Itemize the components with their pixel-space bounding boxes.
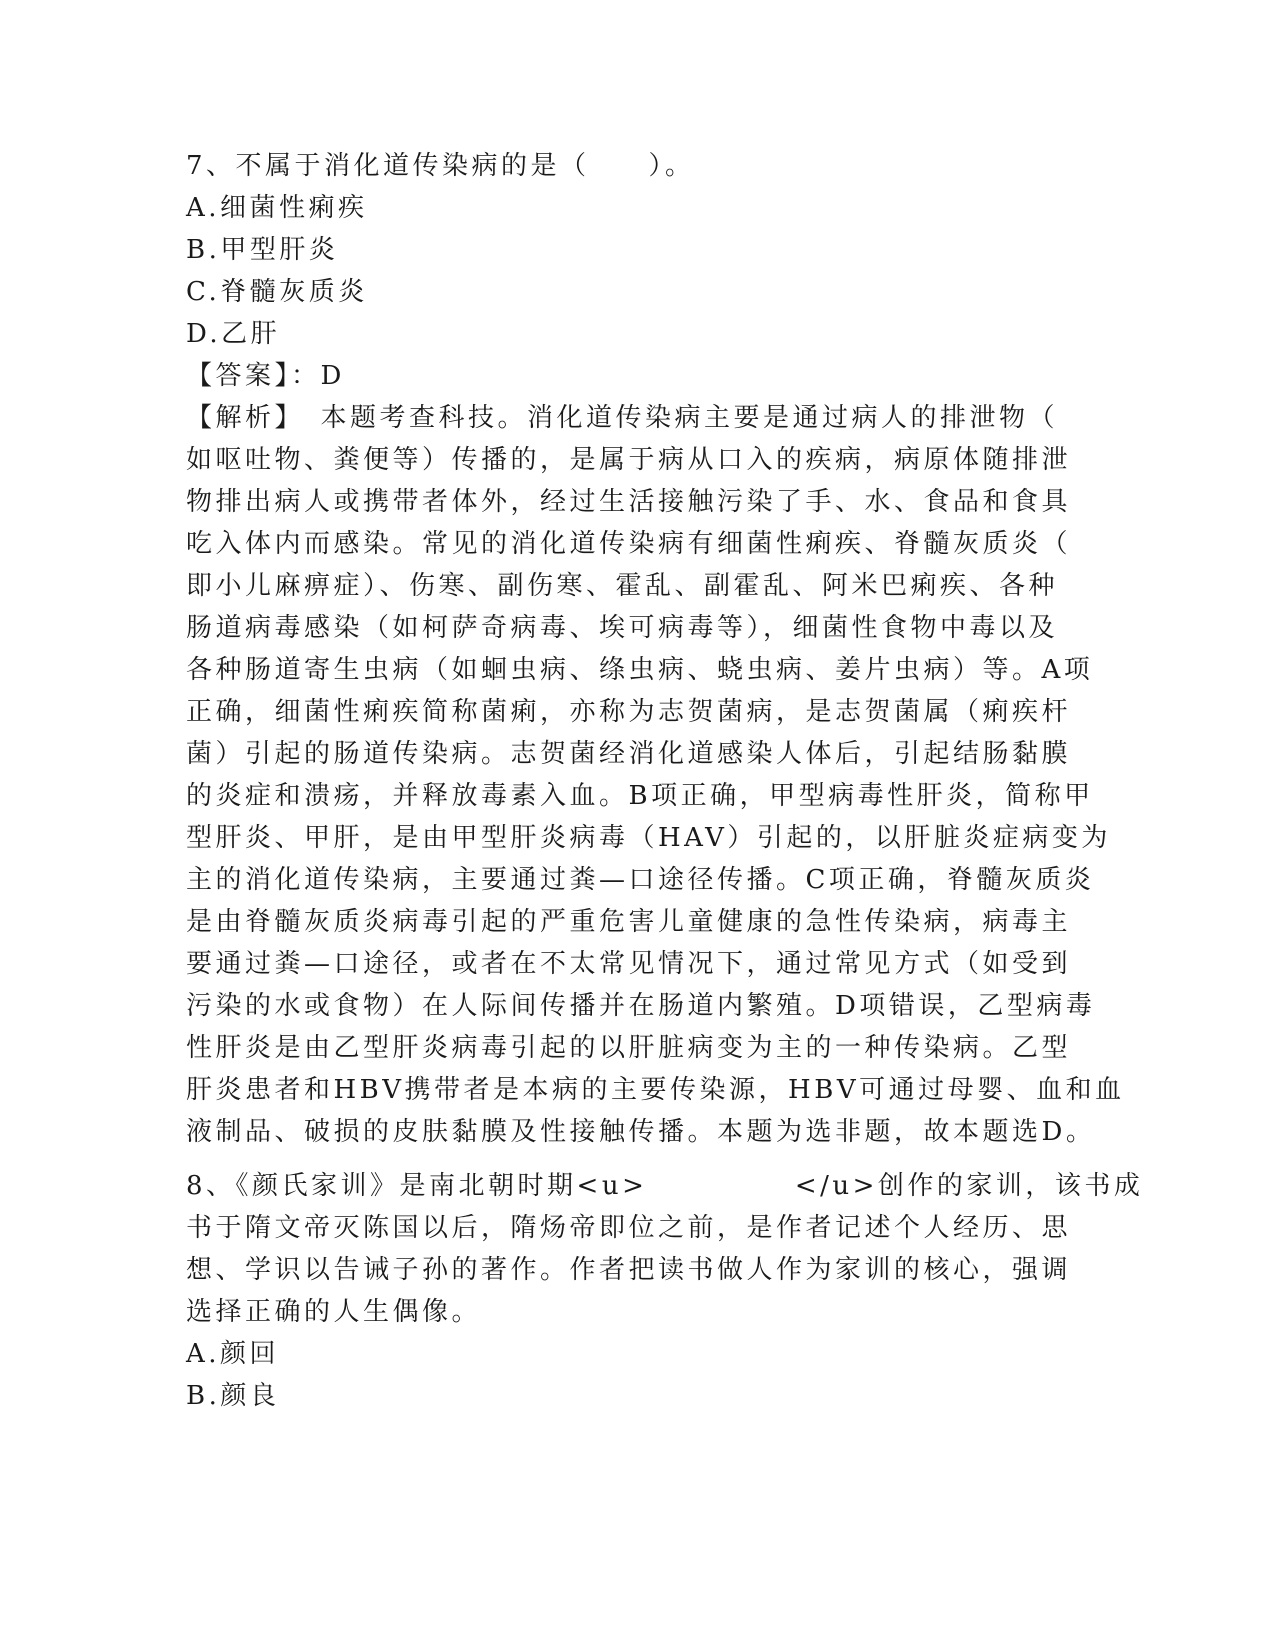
option-a: A.颜回 xyxy=(186,1339,280,1369)
question-stem: 8、《颜氏家训》是南北朝时期<u> </u>创作的家训，该书成 xyxy=(186,1171,1144,1201)
option-c: C.脊髓灰质炎 xyxy=(186,277,368,307)
analysis-line: 型肝炎、甲肝，是由甲型肝炎病毒（HAV）引起的，以肝脏炎症病变为 xyxy=(186,823,1111,853)
question-stem: 书于隋文帝灭陈国以后，隋炀帝即位之前，是作者记述个人经历、思 xyxy=(186,1213,1072,1243)
analysis-line: 即小儿麻痹症）、伤寒、副伤寒、霍乱、副霍乱、阿米巴痢疾、各种 xyxy=(186,571,1059,601)
question-7 xyxy=(186,145,1125,1153)
analysis-line: 的炎症和溃疡，并释放毒素入血。B项正确，甲型病毒性肝炎，简称甲 xyxy=(186,781,1094,811)
analysis-line: 液制品、破损的皮肤黏膜及性接触传播。本题为选非题，故本题选D。 xyxy=(186,1117,1096,1147)
analysis-block xyxy=(186,397,1125,1153)
analysis-line: 正确，细菌性痢疾简称菌痢，亦称为志贺菌病，是志贺菌属（痢疾杆 xyxy=(186,697,1072,727)
option-b: B.甲型肝炎 xyxy=(186,235,339,265)
question-spacer xyxy=(186,1153,1086,1165)
analysis-line: 性肝炎是由乙型肝炎病毒引起的以肝脏病变为主的一种传染病。乙型 xyxy=(186,1033,1072,1063)
analysis-line: 要通过粪—口途径，或者在不太常见情况下，通过常见方式（如受到 xyxy=(186,949,1072,979)
analysis-line: 肠道病毒感染（如柯萨奇病毒、埃可病毒等），细菌性食物中毒以及 xyxy=(186,613,1059,643)
answer-line: 【答案】：D xyxy=(186,361,345,391)
analysis-line: 如呕吐物、粪便等）传播的，是属于病从口入的疾病，病原体随排泄 xyxy=(186,445,1072,475)
question-stem: 7、不属于消化道传染病的是（ ）。 xyxy=(186,151,695,181)
question-8 xyxy=(186,1165,1144,1417)
analysis-line: 污染的水或食物）在人际间传播并在肠道内繁殖。D项错误，乙型病毒 xyxy=(186,991,1096,1021)
option-b: B.颜良 xyxy=(186,1381,280,1411)
analysis-line: 肝炎患者和HBV携带者是本病的主要传染源，HBV可通过母婴、血和血 xyxy=(186,1075,1125,1105)
option-d: D.乙肝 xyxy=(186,319,281,349)
analysis-line: 物排出病人或携带者体外，经过生活接触污染了手、水、食品和食具 xyxy=(186,487,1072,517)
question-stem: 想、学识以告诫子孙的著作。作者把读书做人作为家训的核心，强调 xyxy=(186,1255,1072,1285)
question-stem: 选择正确的人生偶像。 xyxy=(186,1297,482,1327)
analysis-line: 是由脊髓灰质炎病毒引起的严重危害儿童健康的急性传染病，病毒主 xyxy=(186,907,1072,937)
analysis-line: 菌）引起的肠道传染病。志贺菌经消化道感染人体后，引起结肠黏膜 xyxy=(186,739,1072,769)
analysis-line: 各种肠道寄生虫病（如蛔虫病、绦虫病、蛲虫病、姜片虫病）等。A项 xyxy=(186,655,1094,685)
document-page xyxy=(186,145,1144,1417)
option-a: A.细菌性痢疾 xyxy=(186,193,368,223)
analysis-line: 吃入体内而感染。常见的消化道传染病有细菌性痢疾、脊髓灰质炎（ xyxy=(186,529,1072,559)
analysis-line: 主的消化道传染病，主要通过粪—口途径传播。C项正确，脊髓灰质炎 xyxy=(186,865,1095,895)
analysis-line: 【解析】 本题考查科技。消化道传染病主要是通过病人的排泄物（ xyxy=(186,403,1059,433)
